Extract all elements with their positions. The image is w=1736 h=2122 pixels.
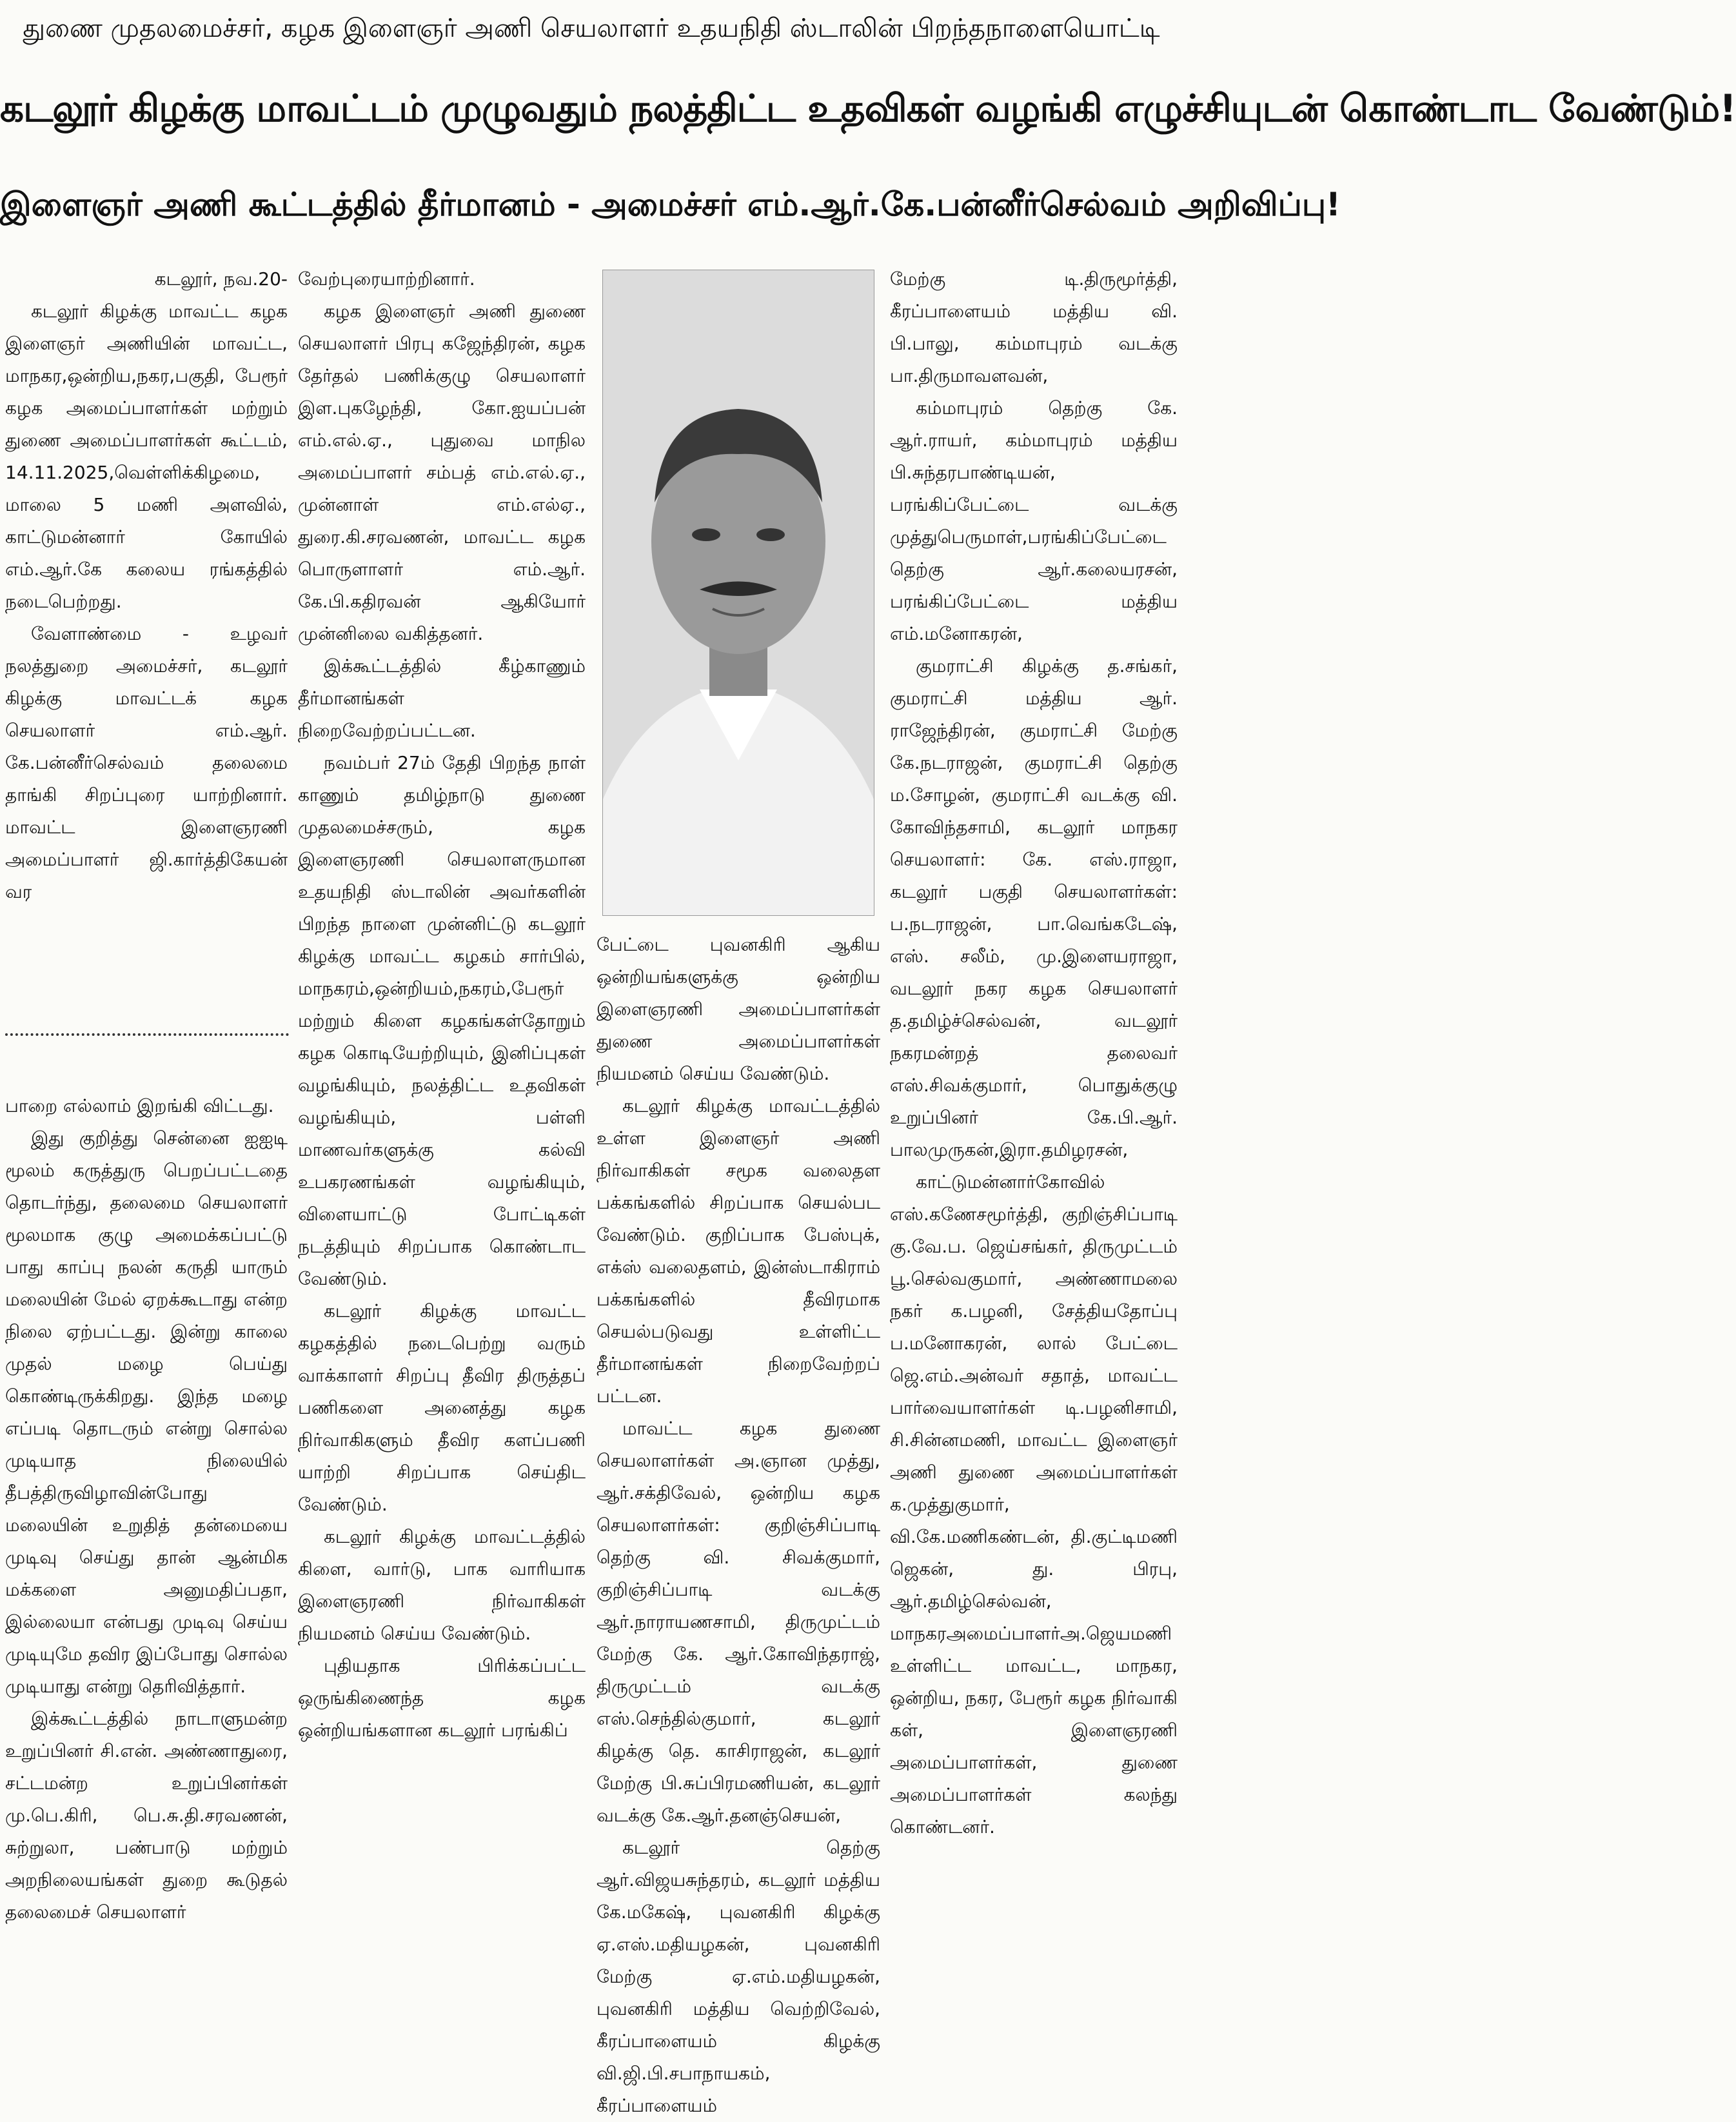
paragraph: கம்மாபுரம் தெற்கு கே. ஆர்.ராயர், கம்மாபுரம் மத்திய பி.சுந்தரபாண்டியன், பரங்கிப்பேட்டை வடக்கு முத்துபெருமாள்,பரங்கிப்பேட்டை தெற்கு ஆர்.கலையரசன், பரங்கிப்பேட்டை மத்திய எம்.மனோகரன், [890, 397, 1178, 644]
paragraph: கழக இளைஞர் அணி துணை செயலாளர் பிரபு கஜேந்திரன், கழக தேர்தல் பணிக்குழு செயலாளர் இள.புகழேந்தி, கோ.ஐயப்பன் எம்.எல்.ஏ., புதுவை மாநில அமைப்பாளர் சம்பத் எம்.எல்.ஏ., முன்னாள் எம்.எல்ஏ., துரை.கி.சரவணன், மாவட்ட கழக பொருளாளர் எம்.ஆர். கே.பி.கதிரவன் ஆகியோர் முன்னிலை வகித்தனர். [298, 301, 586, 644]
paragraph: காட்டுமன்னார்கோவில் எஸ்.கணேசமூர்த்தி, குறிஞ்சிப்பாடி கு.வே.ப. ஜெய்சங்கர், திருமுட்டம் பூ.செல்வகுமார், அண்ணாமலை நகர் க.பழனி, சேத்தியதோப்பு ப.மனோகரன், லால் பேட்டை ஜெ.எம்.அன்வர் சதாத், மாவட்ட பார்வையாளர்கள் டி.பழனிசாமி, சி.சின்னமணி, மாவட்ட இளைஞர் அணி துணை அமைப்பாளர்கள் க.முத்துகுமார், வி.கே.மணிகண்டன், தி.குட்டிமணி ஜெகன், து. பிரபு, ஆர்.தமிழ்செல்வன், மாநகரஅமைப்பாளர்அ.ஜெயமணி உள்ளிட்ட மாவட்ட, மாநகர, ஒன்றிய, நகர, பேரூர் கழக நிர்வாகி கள், இளைஞரணி அமைப்பாளர்கள், துணை அமைப்பாளர்கள் கலந்து கொண்டனர். [890, 1171, 1178, 1838]
paragraph: வேற்புரையாற்றினார். [298, 268, 475, 290]
paragraph: நவம்பர் 27ம் தேதி பிறந்த நாள் காணும் தமிழ்நாடு துணை முதலமைச்சரும், கழக இளைஞரணி செயலாளருமான உதயநிதி ஸ்டாலின் அவர்களின் பிறந்த நாளை முன்னிட்டு கடலூர் கிழக்கு மாவட்ட கழகம் சார்பில், மாநகரம்,ஒன்றியம்,நகரம்,பேரூர் மற்றும் கிளை கழகங்கள்தோறும் கழக கொடியேற்றியும், இனிப்புகள் வழங்கியும், நலத்திட்ட உதவிகள் வழங்கியும், பள்ளி மாணவர்களுக்கு கல்வி உபகரணங்கள் வழங்கியும், விளையாட்டு போட்டிகள் நடத்தியும் சிறப்பாக கொண்டாட வேண்டும். [298, 752, 586, 1289]
article-column-1 [5, 263, 288, 1005]
paragraph: கடலூர் கிழக்கு மாவட்டத்தில் கிளை, வார்டு, பாக வாரியாக இளைஞரணி நிர்வாகிகள் நியமனம் செய்ய வேண்டும். [298, 1526, 586, 1644]
story-divider [5, 1033, 289, 1036]
paragraph: கடலூர் கிழக்கு மாவட்ட கழக இளைஞர் அணியின் மாவட்ட, மாநகர,ஒன்றிய,நகர,பகுதி, பேரூர் கழக அமைப்பாளர்கள் மற்றும் துணை அமைப்பாளர்கள் கூட்டம், 14.11.2025,வெள்ளிக்கிழமை, மாலை 5 மணி அளவில், காட்டுமன்னார் கோயில் எம்.ஆர்.கே கலைய ரங்கத்தில் நடைபெற்றது. [5, 301, 288, 612]
headline: கடலூர் கிழக்கு மாவட்டம் முழுவதும் நலத்திட்ட உதவிகள் வழங்கி எழுச்சியுடன் கொண்டாட வேண்டும்! [0, 86, 1736, 130]
paragraph: வேளாண்மை - உழவர் நலத்துறை அமைச்சர், கடலூர் கிழக்கு மாவட்டக் கழக செயலாளர் எம்.ஆர். கே.பன்னீர்செல்வம் தலைமை தாங்கி சிறப்புரை யாற்றினார். மாவட்ட இளைஞரணி அமைப்பாளர் ஜி.கார்த்திகேயன் வர [5, 623, 288, 902]
portrait-illustration [603, 270, 874, 915]
article-column-2 [298, 263, 586, 1753]
kicker-line: துணை முதலமைச்சர், கழக இளைஞர் அணி செயலாளர் உதயநிதி ஸ்டாலின் பிறந்தநாளையொட்டி [23, 14, 1160, 43]
paragraph: இது குறித்து சென்னை ஐஐடி மூலம் கருத்துரு பெறப்பட்டதை தொடர்ந்து, தலைமை செயலாளர் மூலமாக குழு அமைக்கப்பட்டு பாது காப்பு நலன் கருதி யாரும் மலையின் மேல் ஏறக்கூடாது என்ற நிலை ஏற்பட்டது. இன்று காலை முதல் மழை பெய்து கொண்டிருக்கிறது. இந்த மழை எப்படி தொடரும் என்று சொல்ல முடியாத நிலையில் தீபத்திருவிழாவின்போது மலையின் உறுதித் தன்மையை முடிவு செய்து தான் ஆன்மிக மக்களை அனுமதிப்பதா, இல்லையா என்பது முடிவு செய்ய முடியுமே தவிர இப்போது சொல்ல முடியாது என்று தெரிவித்தார். [5, 1127, 288, 1697]
paragraph: பேட்டை புவனகிரி ஆகிய ஒன்றியங்களுக்கு ஒன்றிய இளைஞரணி அமைப்பாளர்கள் துணை அமைப்பாளர்கள் நியமனம் செய்ய வேண்டும். [597, 934, 880, 1084]
subheadline: இளைஞர் அணி கூட்டத்தில் தீர்மானம் - அமைச்சர் எம்.ஆர்.கே.பன்னீர்செல்வம் அறிவிப்பு! [0, 186, 1341, 223]
paragraph: கடலூர் கிழக்கு மாவட்ட கழகத்தில் நடைபெற்று வரும் வாக்காளர் சிறப்பு தீவிர திருத்தப் பணிகளை அனைத்து கழக நிர்வாகிகளும் தீவிர களப்பணி யாற்றி சிறப்பாக செய்திட வேண்டும். [298, 1300, 586, 1515]
paragraph: பாறை எல்லாம் இறங்கி விட்டது. [5, 1095, 274, 1116]
paragraph: கடலூர் தெற்கு ஆர்.விஜயசுந்தரம், கடலூர் மத்திய கே.மகேஷ், புவனகிரி கிழக்கு ஏ.எஸ்.மதியழகன், புவனகிரி மேற்கு ஏ.எம்.மதியழகன், புவனகிரி மத்திய வெற்றிவேல், கீரப்பாளையம் கிழக்கு வி.ஜி.பி.சபாநாயகம், கீரப்பாளையம் [597, 1837, 880, 2116]
paragraph: இக்கூட்டத்தில் கீழ்காணும் தீர்மானங்கள் நிறைவேற்றப்பட்டன. [298, 655, 586, 741]
paragraph: மாவட்ட கழக துணை செயலாளர்கள் அ.ஞான முத்து, ஆர்.சக்திவேல், ஒன்றிய கழக செயலாளர்கள்: குறிஞ்சிப்பாடி தெற்கு வி. சிவக்குமார், குறிஞ்சிப்பாடி வடக்கு ஆர்.நாராயணசாமி, திருமுட்டம் மேற்கு கே. ஆர்.கோவிந்தராஜ், திருமுட்டம் வடக்கு எஸ்.செந்தில்குமார், கடலூர் கிழக்கு தெ. காசிராஜன், கடலூர் மேற்கு பி.சுப்பிரமணியன், கடலூர் வடக்கு கே.ஆர்.தனஞ்செயன், [597, 1418, 880, 1826]
paragraph: மேற்கு டி.திருமூர்த்தி, கீரப்பாளையம் மத்திய வி. பி.பாலு, கம்மாபுரம் வடக்கு பா.திருமாவளவன், [890, 268, 1178, 386]
paragraph: புதியதாக பிரிக்கப்பட்ட ஒருங்கிணைந்த கழக ஒன்றியங்களான கடலூர் பரங்கிப் [298, 1655, 586, 1741]
paragraph: குமராட்சி கிழக்கு த.சங்கர், குமராட்சி மத்திய ஆர். ராஜேந்திரன், குமராட்சி மேற்கு கே.நடராஜன், குமராட்சி தெற்கு ம.சோழன், குமராட்சி வடக்கு வி. கோவிந்தசாமி, கடலூர் மாநகர செயலாளர்: கே. எஸ்.ராஜா, கடலூர் பகுதி செயலாளர்கள்: ப.நடராஜன், பா.வெங்கடேஷ், எஸ். சலீம், மு.இளையராஜா, வடலூர் நகர கழக செயலாளர் த.தமிழ்ச்செல்வன், வடலூர் நகரமன்றத் தலைவர் எஸ்.சிவக்குமார், பொதுக்குழு உறுப்பினர் கே.பி.ஆர். பாலமுருகன்,இரா.தமிழரசன், [890, 655, 1178, 1160]
article-column-3 [597, 929, 880, 2116]
other-story-column [5, 1090, 288, 1923]
paragraph: கடலூர் கிழக்கு மாவட்டத்தில் உள்ள இளைஞர் அணி நிர்வாகிகள் சமூக வலைதள பக்கங்களில் சிறப்பாக செயல்பட வேண்டும். குறிப்பாக பேஸ்புக், எக்ஸ் வலைதளம், இன்ஸ்டாகிராம் பக்கங்களில் தீவிரமாக செயல்படுவது உள்ளிட்ட தீர்மானங்கள் நிறைவேற்றப் பட்டன. [597, 1095, 880, 1407]
article-column-4 [890, 263, 1178, 1838]
minister-portrait [602, 270, 874, 916]
paragraph: இக்கூட்டத்தில் நாடாளுமன்ற உறுப்பினர் சி.என். அண்ணாதுரை, சட்டமன்ற உறுப்பினர்கள் மு.பெ.கிரி, பெ.சு.தி.சரவணன், சுற்றுலா, பண்பாடு மற்றும் அறநிலையங்கள் துறை கூடுதல் தலைமைச் செயலாளர் [5, 1708, 288, 1923]
dateline: கடலூர், நவ.20- [154, 268, 288, 290]
